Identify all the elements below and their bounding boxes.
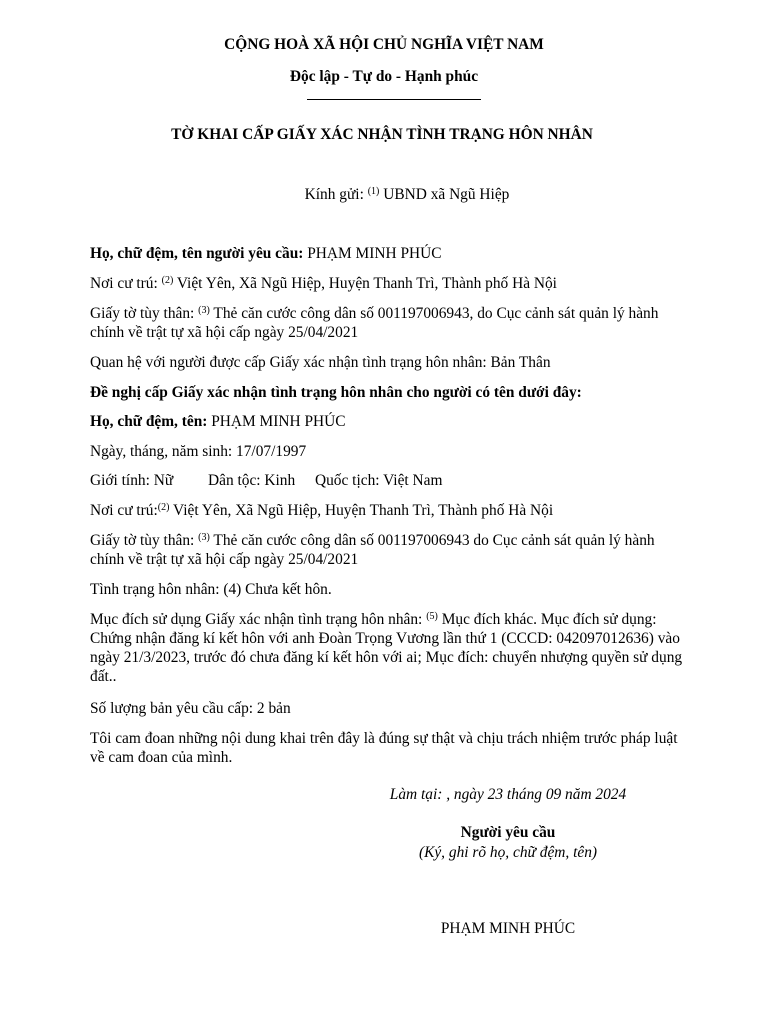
subject-name: Họ, chữ đệm, tên: PHẠM MINH PHÚC xyxy=(90,413,346,430)
subject-marital-status: Tình trạng hôn nhân: (4) Chưa kết hôn. xyxy=(90,581,332,598)
requester-id: Giấy tờ tùy thân: $^{(3)}$ Thẻ căn cước công dân số 001197006943, do Cục cảnh sát quản lý hành chính về trật tự xã hội cấp ngày 25/04/2021 xyxy=(90,305,659,341)
commitment-statement: Tôi cam đoan những nội dung khai trên đây là đúng sự thật và chịu trách nhiệm trước pháp luật về cam đoan của mình. xyxy=(90,730,678,766)
place-date: Làm tại: , ngày 23 tháng 09 năm 2024 xyxy=(389,786,627,803)
recipient-line: Kính gửi: $^{(1)}$ UBND xã Ngũ Hiệp xyxy=(304,186,510,203)
motto: Độc lập - Tự do - Hạnh phúc xyxy=(289,68,479,85)
signer-role: Người yêu cầu xyxy=(460,824,556,841)
requester-name: Họ, chữ đệm, tên người yêu cầu: PHẠM MINH PHÚC xyxy=(90,245,442,262)
subject-residence: Nơi cư trú:$^{(2)}$ Việt Yên, Xã Ngũ Hiệp, Huyện Thanh Trì, Thành phố Hà Nội xyxy=(90,502,554,519)
requester-residence: Nơi cư trú: $^{(2)}$ Việt Yên, Xã Ngũ Hiệp, Huyện Thanh Trì, Thành phố Hà Nội xyxy=(90,275,557,292)
subject-gender: Giới tính: Nữ xyxy=(90,472,174,489)
request-heading: Đề nghị cấp Giấy xác nhận tình trạng hôn nhân cho người có tên dưới đây: xyxy=(90,384,582,401)
signer-name: PHẠM MINH PHÚC xyxy=(440,920,576,937)
header-divider xyxy=(307,99,481,100)
requester-relation: Quan hệ với người được cấp Giấy xác nhận tình trạng hôn nhân: Bản Thân xyxy=(90,354,551,371)
copies-requested: Số lượng bản yêu cầu cấp: 2 bản xyxy=(90,700,291,717)
subject-ethnicity: Dân tộc: Kinh xyxy=(208,472,296,489)
signature-instruction: (Ký, ghi rõ họ, chữ đệm, tên) xyxy=(418,844,598,861)
nation-header: CỘNG HOÀ XÃ HỘI CHỦ NGHĨA VIỆT NAM xyxy=(224,36,544,53)
subject-purpose: Mục đích sử dụng Giấy xác nhận tình trạng hôn nhân: $^{(5)}$ Mục đích khác. Mục đích sử dụng: Chứng nhận đăng kí kết hôn với anh Đoàn Trọng Vương lần thứ 1 (CCCD: 042097012636) vào ngày 21/3/2023, trước đó chưa đăng kí kết hôn với ai; Mục đích: chuyển nhượng quyền sử dụng đất.. xyxy=(90,611,683,685)
subject-id: Giấy tờ tùy thân: $^{(3)}$ Thẻ căn cước công dân số 001197006943 do Cục cảnh sát quản lý hành chính về trật tự xã hội cấp ngày 25/04/2021 xyxy=(90,532,655,568)
subject-dob: Ngày, tháng, năm sinh: 17/07/1997 xyxy=(90,443,307,460)
subject-demographics xyxy=(90,471,690,490)
subject-nationality: Quốc tịch: Việt Nam xyxy=(315,472,443,489)
form-title: TỜ KHAI CẤP GIẤY XÁC NHẬN TÌNH TRẠNG HÔN NHÂN xyxy=(171,126,593,143)
